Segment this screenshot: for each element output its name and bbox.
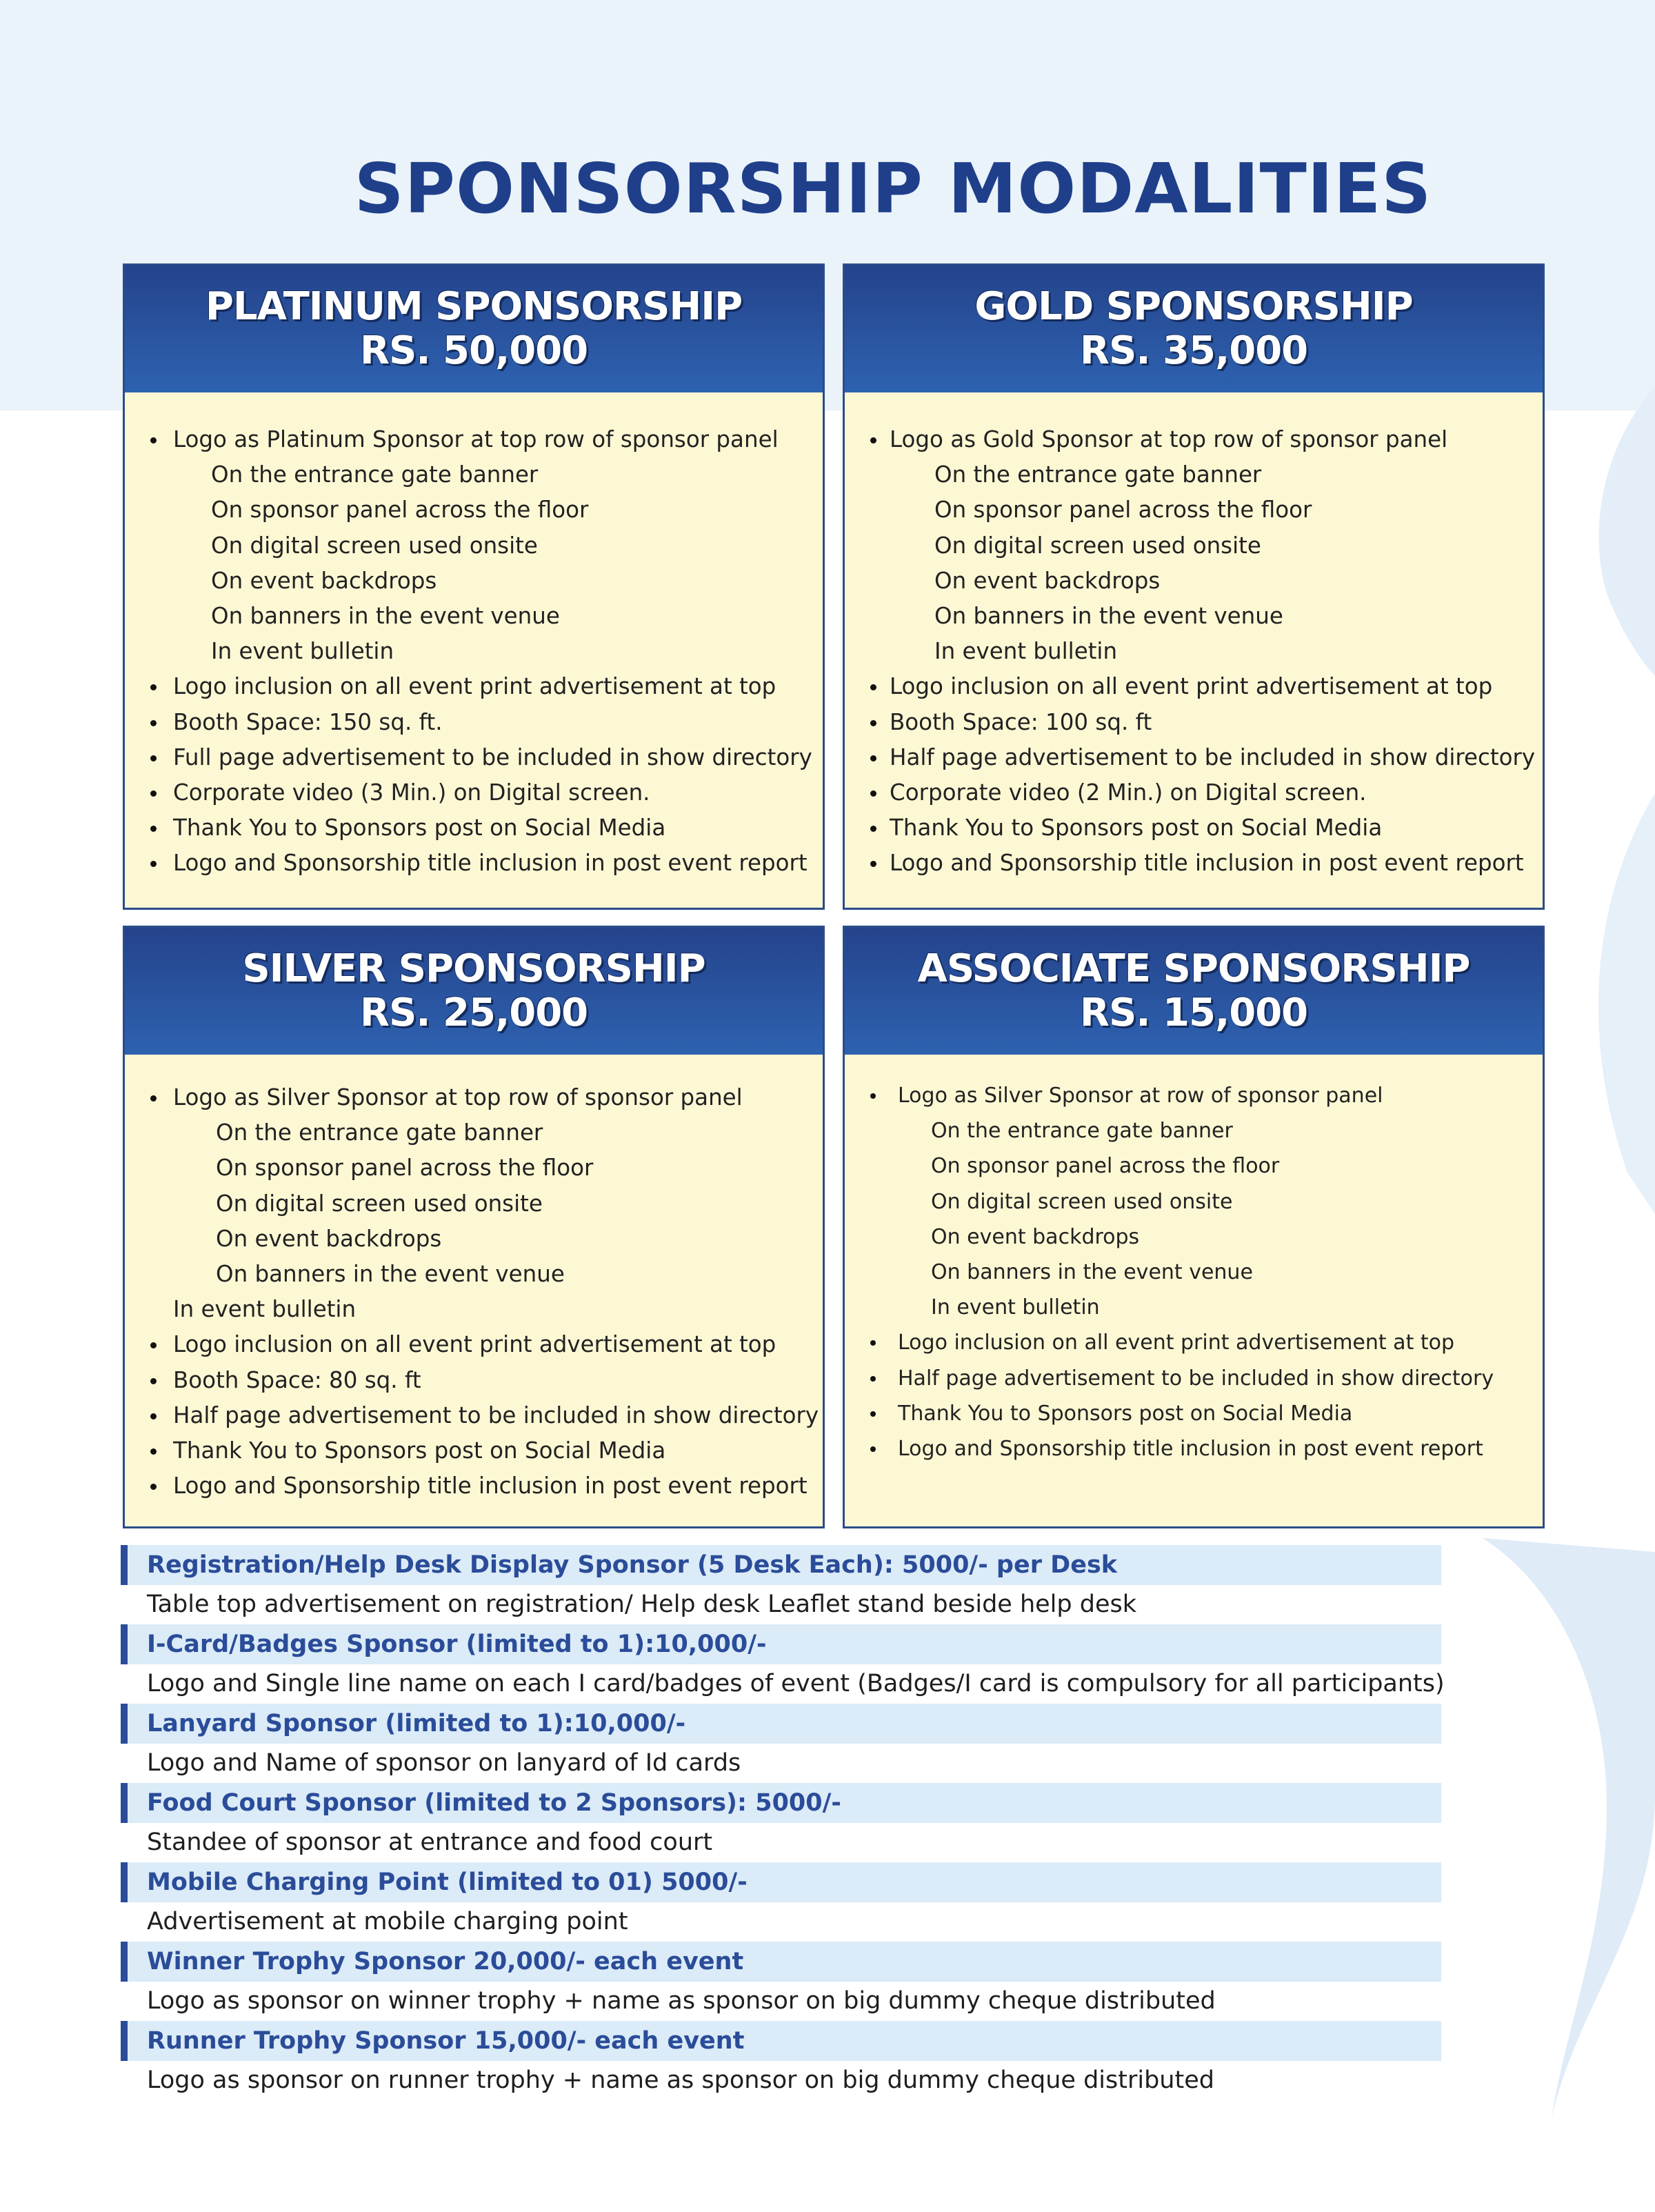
list-item: Booth Space: 150 sq. ft.: [125, 705, 823, 740]
list-item: On digital screen used onsite: [211, 532, 538, 559]
card-title: GOLD SPONSORSHIP: [974, 284, 1413, 329]
option-description: Logo as sponsor on runner trophy + name as sponsor on big dummy cheque distributed: [147, 2066, 1214, 2094]
card-header: [845, 928, 1543, 1055]
list-item: Thank You to Sponsors post on Social Media: [125, 810, 823, 846]
silver-sponsorship-card: [123, 926, 825, 1528]
list-item: Thank You to Sponsors post on Social Media: [845, 810, 1543, 846]
list-item: On event backdrops: [931, 1224, 1140, 1249]
card-title: ASSOCIATE SPONSORSHIP: [917, 946, 1470, 991]
list-item: Logo as Gold Sponsor at top row of sponsor panel: [845, 422, 1543, 457]
list-item: Thank You to Sponsors post on Social Media: [845, 1396, 1543, 1431]
option-heading-text: Mobile Charging Point (limited to 01) 5000/-: [147, 1869, 748, 1896]
accent-bar: [121, 2021, 128, 2061]
card-price: RS. 50,000: [359, 328, 588, 373]
registration-desk-sponsor: [121, 1545, 1445, 1624]
accent-bar: [121, 1624, 128, 1664]
list-item: Corporate video (2 Min.) on Digital screen.: [845, 775, 1543, 810]
runner-trophy-sponsor: [121, 2021, 1445, 2100]
accent-bar: [121, 1545, 128, 1585]
list-item: On the entrance gate banner: [216, 1119, 543, 1146]
list-item: On event backdrops: [216, 1225, 442, 1252]
list-item: On sponsor panel across the floor: [931, 1154, 1280, 1179]
card-price: RS. 35,000: [1079, 328, 1308, 373]
option-description: Standee of sponsor at entrance and food court: [147, 1829, 713, 1856]
list-item: Thank You to Sponsors post on Social Media: [125, 1433, 823, 1468]
option-heading-text: Lanyard Sponsor (limited to 1):10,000/-: [147, 1710, 686, 1737]
page-title: SPONSORSHIP MODALITIES: [354, 148, 1432, 229]
card-price: RS. 15,000: [1079, 990, 1308, 1035]
list-item: In event bulletin: [931, 1295, 1100, 1320]
list-item: In event bulletin: [211, 638, 394, 665]
list-item: Full page advertisement to be included in show directory: [125, 740, 823, 775]
card-price: RS. 25,000: [359, 990, 588, 1035]
associate-sponsorship-card: [843, 926, 1545, 1528]
list-item: Half page advertisement to be included in show directory: [845, 1361, 1543, 1396]
list-item: Logo as Platinum Sponsor at top row of sponsor panel: [125, 422, 823, 457]
option-heading-text: Winner Trophy Sponsor 20,000/- each event: [147, 1948, 744, 1975]
lanyard-sponsor: [121, 1704, 1445, 1783]
list-item: On banners in the event venue: [931, 1260, 1253, 1285]
list-item: On the entrance gate banner: [931, 1119, 1233, 1144]
list-item: On event backdrops: [211, 567, 437, 594]
list-item: Logo inclusion on all event print advertisement at top: [845, 669, 1543, 704]
option-heading: [121, 2021, 1441, 2061]
card-header: [125, 266, 823, 392]
list-item: Logo and Sponsorship title inclusion in post event report: [845, 846, 1543, 881]
accent-bar: [121, 1704, 128, 1744]
option-description: Table top advertisement on registration/ Help desk Leaflet stand beside help desk: [147, 1591, 1136, 1618]
list-item: On sponsor panel across the floor: [216, 1155, 594, 1182]
option-heading: [121, 1624, 1441, 1664]
list-item: On sponsor panel across the floor: [211, 497, 589, 524]
card-header: [125, 928, 823, 1055]
platinum-sponsorship-card: [123, 263, 825, 910]
list-item: Half page advertisement to be included in show directory: [125, 1398, 823, 1433]
option-description: Advertisement at mobile charging point: [147, 1908, 628, 1935]
badges-sponsor: [121, 1624, 1445, 1704]
mobile-charging-sponsor: [121, 1862, 1445, 1942]
card-header: [845, 266, 1543, 392]
card-title: SILVER SPONSORSHIP: [242, 946, 705, 991]
option-heading-text: Runner Trophy Sponsor 15,000/- each event: [147, 2027, 745, 2055]
list-item: On sponsor panel across the floor: [934, 497, 1312, 524]
benefit-list: [845, 422, 1543, 881]
list-item: Logo as Silver Sponsor at row of sponsor panel: [845, 1078, 1543, 1113]
list-item: Logo inclusion on all event print advertisement at top: [845, 1325, 1543, 1360]
list-item: On event backdrops: [934, 567, 1161, 594]
list-item: On the entrance gate banner: [934, 461, 1262, 488]
additional-sponsorships: [121, 1545, 1445, 2100]
list-item: Logo inclusion on all event print advertisement at top: [125, 1327, 823, 1362]
winner-trophy-sponsor: [121, 1942, 1445, 2021]
food-court-sponsor: [121, 1783, 1445, 1862]
list-item: In event bulletin: [173, 1296, 357, 1323]
accent-bar: [121, 1942, 128, 1982]
list-item: Half page advertisement to be included in show directory: [845, 740, 1543, 775]
option-heading: [121, 1545, 1441, 1585]
list-item: On digital screen used onsite: [216, 1190, 543, 1217]
benefit-list: [845, 1078, 1543, 1466]
list-item: On banners in the event venue: [216, 1261, 565, 1288]
list-item: On digital screen used onsite: [934, 532, 1261, 559]
list-item: Corporate video (3 Min.) on Digital screen.: [125, 775, 823, 810]
list-item: On banners in the event venue: [211, 603, 560, 630]
option-heading: [121, 1783, 1441, 1823]
benefit-list: [125, 1080, 823, 1504]
option-heading: [121, 1704, 1441, 1744]
option-heading: [121, 1942, 1441, 1982]
list-item: In event bulletin: [934, 638, 1118, 665]
list-item: Booth Space: 80 sq. ft: [125, 1363, 823, 1398]
list-item: Booth Space: 100 sq. ft: [845, 705, 1543, 740]
accent-bar: [121, 1783, 128, 1823]
option-description: Logo and Single line name on each I card/badges of event (Badges/I card is compulsory for all participants): [147, 1670, 1445, 1697]
option-heading: [121, 1862, 1441, 1902]
option-description: Logo as sponsor on winner trophy + name as sponsor on big dummy cheque distributed: [147, 1987, 1216, 2015]
list-item: Logo inclusion on all event print advertisement at top: [125, 669, 823, 704]
option-heading-text: Registration/Help Desk Display Sponsor (5 Desk Each): 5000/- per Desk: [147, 1551, 1118, 1579]
list-item: Logo and Sponsorship title inclusion in post event report: [845, 1431, 1543, 1466]
option-heading-text: I-Card/Badges Sponsor (limited to 1):10,000/-: [147, 1631, 767, 1658]
list-item: Logo and Sponsorship title inclusion in post event report: [125, 1468, 823, 1504]
benefit-list: [125, 422, 823, 881]
list-item: On digital screen used onsite: [931, 1189, 1233, 1214]
list-item: Logo and Sponsorship title inclusion in post event report: [125, 846, 823, 881]
gold-sponsorship-card: [843, 263, 1545, 910]
list-item: Logo as Silver Sponsor at top row of sponsor panel: [125, 1080, 823, 1115]
accent-bar: [121, 1862, 128, 1902]
option-description: Logo and Name of sponsor on lanyard of Id cards: [147, 1749, 741, 1777]
list-item: On the entrance gate banner: [211, 461, 539, 488]
card-title: PLATINUM SPONSORSHIP: [205, 284, 743, 329]
list-item: On banners in the event venue: [934, 603, 1283, 630]
option-heading-text: Food Court Sponsor (limited to 2 Sponsors): 5000/-: [147, 1789, 841, 1817]
